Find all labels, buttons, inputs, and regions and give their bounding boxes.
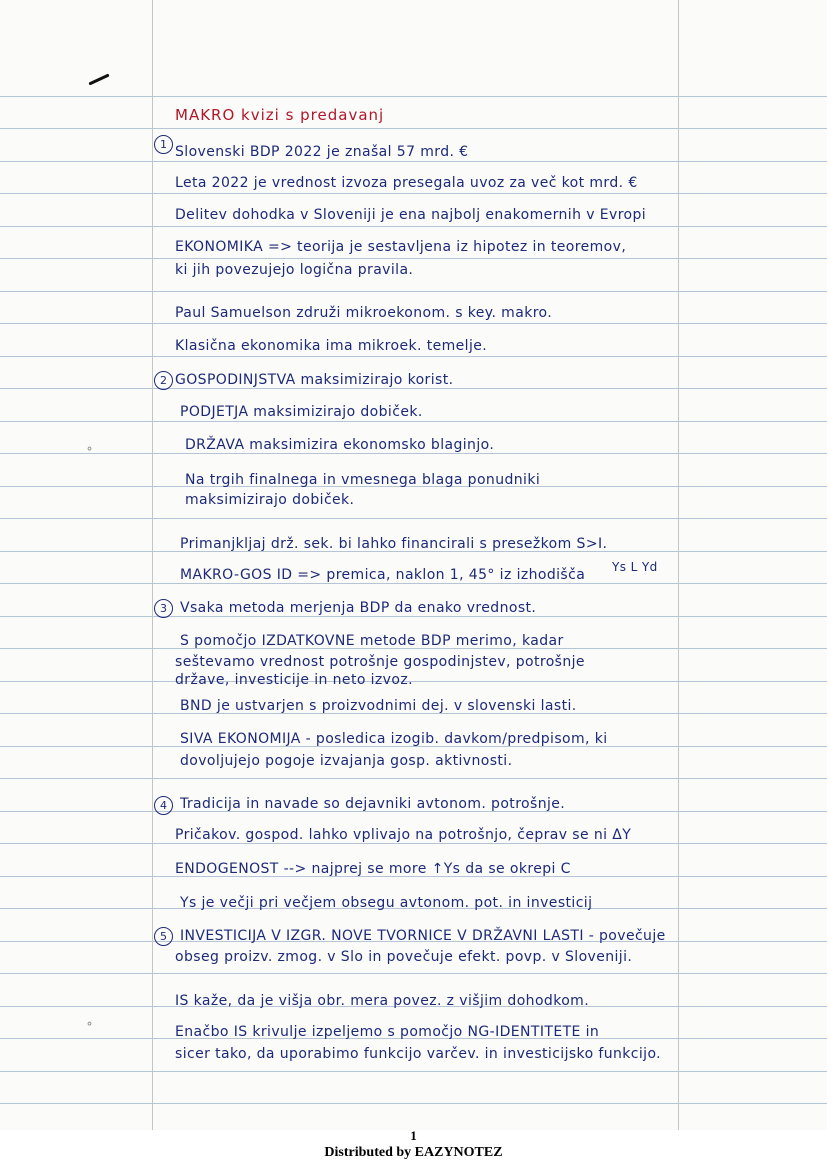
ruled-line bbox=[0, 128, 827, 129]
note-line: Delitev dohodka v Sloveniji je ena najbolj enakomernih v Evropi bbox=[175, 207, 647, 223]
note-line: Paul Samuelson združi mikroekonom. s key. makro. bbox=[175, 305, 553, 321]
ruled-line bbox=[0, 258, 827, 259]
ruled-line bbox=[0, 616, 827, 617]
ruled-line bbox=[0, 681, 827, 682]
note-line: dovoljujejo pogoje izvajanja gosp. aktivnosti. bbox=[180, 753, 513, 769]
note-line: Tradicija in navade so dejavniki avtonom. potrošnje. bbox=[180, 796, 566, 812]
note-line: INVESTICIJA V IZGR. NOVE TVORNICE V DRŽAVNI LASTI - povečuje bbox=[180, 928, 666, 944]
note-line: Enačbo IS krivulje izpeljemo s pomočjo NG-IDENTITETE in bbox=[175, 1024, 600, 1040]
note-line: Slovenski BDP 2022 je znašal 57 mrd. € bbox=[175, 144, 469, 160]
note-line: GOSPODINJSTVA maksimizirajo korist. bbox=[175, 372, 454, 388]
ruled-line bbox=[0, 518, 827, 519]
ruled-line bbox=[0, 778, 827, 779]
right-margin-line bbox=[678, 0, 679, 1130]
note-line: SIVA EKONOMIJA - posledica izogib. davkom/predpisom, ki bbox=[180, 731, 608, 747]
note-line: Ys je večji pri večjem obsegu avtonom. pot. in investicij bbox=[180, 895, 593, 911]
paper-mark: ˳ bbox=[86, 1010, 93, 1026]
note-line: sicer tako, da uporabimo funkcijo varčev. in investicijsko funkcijo. bbox=[175, 1046, 662, 1062]
note-line: Pričakov. gospod. lahko vplivajo na potrošnjo, čeprav se ni ΔY bbox=[175, 827, 632, 843]
note-line: obseg proizv. zmog. v Slo in povečuje efekt. povp. v Sloveniji. bbox=[175, 949, 633, 965]
ruled-line bbox=[0, 973, 827, 974]
paper-mark: ˳ bbox=[86, 435, 93, 451]
ruled-line bbox=[0, 453, 827, 454]
ruled-line bbox=[0, 323, 827, 324]
section-number: 5 bbox=[154, 927, 173, 946]
ruled-line bbox=[0, 96, 827, 97]
note-line: države, investicije in neto izvoz. bbox=[175, 672, 413, 688]
note-line: Na trgih finalnega in vmesnega blaga ponudniki bbox=[185, 472, 541, 488]
note-line: maksimizirajo dobiček. bbox=[185, 492, 355, 508]
ruled-line bbox=[0, 1071, 827, 1072]
notes-title: MAKRO kvizi s predavanj bbox=[175, 106, 385, 124]
section-number: 1 bbox=[154, 135, 173, 154]
note-line: ENDOGENOST --> najprej se more ↑Ys da se okrepi C bbox=[175, 861, 571, 877]
pen-mark bbox=[88, 73, 109, 85]
section-number: 3 bbox=[154, 599, 173, 618]
ruled-line bbox=[0, 843, 827, 844]
section-number: 2 bbox=[154, 371, 173, 390]
left-margin-line bbox=[152, 0, 153, 1130]
ruled-line bbox=[0, 583, 827, 584]
note-line: Vsaka metoda merjenja BDP da enako vrednost. bbox=[180, 600, 537, 616]
note-line: seštevamo vrednost potrošnje gospodinjstev, potrošnje bbox=[175, 654, 585, 670]
ruled-line bbox=[0, 291, 827, 292]
note-line: PODJETJA maksimizirajo dobiček. bbox=[180, 404, 423, 420]
side-note: Ys L Yd bbox=[612, 560, 658, 574]
note-line: BND je ustvarjen s proizvodnimi dej. v slovenski lasti. bbox=[180, 698, 577, 714]
note-line: S pomočjo IZDATKOVNE metode BDP merimo, kadar bbox=[180, 633, 564, 649]
section-number: 4 bbox=[154, 796, 173, 815]
note-line: Leta 2022 je vrednost izvoza presegala uvoz za več kot mrd. € bbox=[175, 175, 638, 191]
ruled-line bbox=[0, 161, 827, 162]
note-line: MAKRO-GOS ID => premica, naklon 1, 45° iz izhodišča bbox=[180, 567, 586, 583]
ruled-line bbox=[0, 388, 827, 389]
ruled-line bbox=[0, 193, 827, 194]
page-number: 1 bbox=[410, 1128, 417, 1143]
distributor-footer: Distributed by EAZYNOTEZ bbox=[324, 1145, 503, 1160]
ruled-line bbox=[0, 421, 827, 422]
note-line: DRŽAVA maksimizira ekonomsko blaginjo. bbox=[185, 437, 495, 453]
ruled-line bbox=[0, 1103, 827, 1104]
ruled-line bbox=[0, 356, 827, 357]
note-line: IS kaže, da je višja obr. mera povez. z višjim dohodkom. bbox=[175, 993, 590, 1009]
note-line: Primanjkljaj drž. sek. bi lahko financirali s presežkom S>I. bbox=[180, 536, 608, 552]
note-line: Klasična ekonomika ima mikroek. temelje. bbox=[175, 338, 488, 354]
note-line: ki jih povezujejo logična pravila. bbox=[175, 262, 414, 278]
ruled-line bbox=[0, 226, 827, 227]
note-line: EKONOMIKA => teorija je sestavljena iz hipotez in teoremov, bbox=[175, 239, 627, 255]
